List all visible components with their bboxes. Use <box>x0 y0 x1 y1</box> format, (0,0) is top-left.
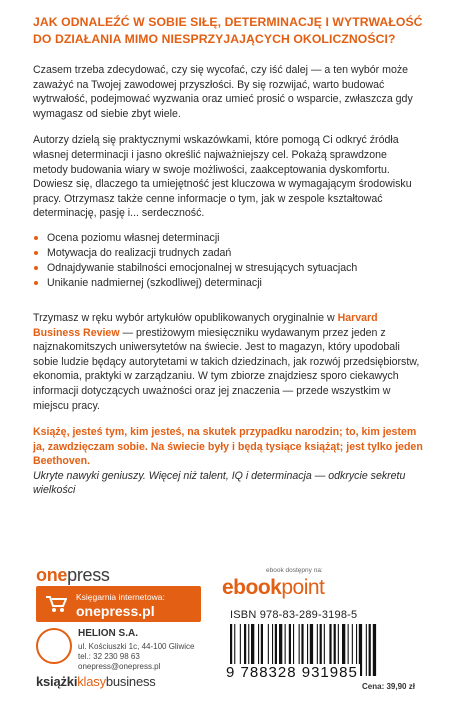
topics-list <box>33 231 423 291</box>
onepress-logo <box>36 565 110 586</box>
cart-icon <box>45 595 67 613</box>
logo-press: press <box>67 565 110 585</box>
quote: Książę, jesteś tym, kim jesteś, na skutek przypadku narodzin; to, kim jestem ja, zawdzięczam sobie. Na świecie były i będą tysiące książąt; jest tylko jeden Beethoven. <box>33 426 423 468</box>
hbr-text-before: Trzymasz w ręku wybór artykułów opublikowanych oryginalnie w <box>33 311 338 324</box>
list-item: Ocena poziomu własnej determinacji <box>33 231 423 246</box>
helion-address: ul. Kościuszki 1c, 44-100 Gliwice <box>78 642 195 651</box>
helion-phone: tel.: 32 230 98 63 <box>78 652 140 661</box>
hbr-text-after: — prestiżowym miesięczniku wydawanym przez jeden z najznakomitszych uniwersytetów na świecie. Jest to magazyn, który upodobali sobie ludzie będący autorytetami w takich dziedzinach, jak rozwój przedsiębiorstw, ekonomia, praktyki w zarządzaniu. W tym zbiorze znajdziesz sporo ciekawych informacji dotyczących uważności oraz jej znaczenia — przede wszystkim w miejscu pracy. <box>33 326 420 412</box>
helion-logo-icon <box>36 628 72 664</box>
authors-paragraph: Autorzy dzielą się praktycznymi wskazówkami, które pomogą Ci odkryć źródła własnej determinacji i jasno określić najważniejszy cel. Pokażą sprawdzone metody budowania wiary w swoje możliwości, zaakceptowania dyskomfortu. Dowiesz się, dlaczego ta umiejętność jest kluczowa w wymagającym środowisku pracy. Otrzymasz także cenne informacje o tym, jak w zespole kształtować determinację, pasję i... serdeczność. <box>33 134 412 220</box>
series-a: książki <box>36 674 78 689</box>
hbr-name: Harvard Business Review <box>33 311 378 339</box>
price: Cena: 39,90 zł <box>362 682 415 691</box>
series-b: klasy <box>77 674 106 689</box>
hbr-paragraph <box>33 311 423 413</box>
online-shop-box[interactable] <box>36 586 201 622</box>
barcode-number: 9 788328 931985 <box>226 664 358 681</box>
list-item: Motywacja do realizacji trudnych zadań <box>33 246 423 261</box>
list-item: Unikanie nadmiernej (szkodliwej) determinacji <box>33 276 423 291</box>
logo-one: one <box>36 565 68 585</box>
helion-email[interactable]: onepress@onepress.pl <box>78 662 161 671</box>
series-logo <box>36 674 156 689</box>
series-c: business <box>105 674 156 689</box>
helion-name: HELION S.A. <box>78 628 139 639</box>
headline: JAK ODNALEŹĆ W SOBIE SIŁĘ, DETERMINACJĘ I WYTRWAŁOŚĆ DO DZIAŁANIA MIMO NIESPRZYJAJĄCYCH OKOLICZNOŚCI? <box>33 15 423 46</box>
quote-source: Ukryte nawyki geniuszy. Więcej niż talent, IQ i determinacja — odkrycie sekretu wielkości <box>33 469 406 497</box>
ebook-b: point <box>281 576 325 599</box>
ebook-a: ebook <box>222 576 282 599</box>
ebookpoint-logo <box>222 576 324 600</box>
isbn: ISBN 978-83-289-3198-5 <box>230 609 358 621</box>
list-item: Odnajdywanie stabilności emocjonalnej w stresujących sytuacjach <box>33 261 423 276</box>
back-cover-text <box>33 14 423 498</box>
intro-paragraph: Czasem trzeba zdecydować, czy się wycofać, czy iść dalej — a ten wybór może zaważyć na Twojej zawodowej przyszłości. By się rozwijać, warto budować wytrwałość, podejmować wyzwania oraz umieć prosić o wsparcie, zwłaszcza gdy wymagasz od siebie zbyt wiele. <box>33 64 413 120</box>
shop-url[interactable]: onepress.pl <box>76 603 155 619</box>
shop-label: Księgarnia internetowa: <box>76 592 165 602</box>
ebook-available-label: ebook dostępny na: <box>266 567 323 574</box>
